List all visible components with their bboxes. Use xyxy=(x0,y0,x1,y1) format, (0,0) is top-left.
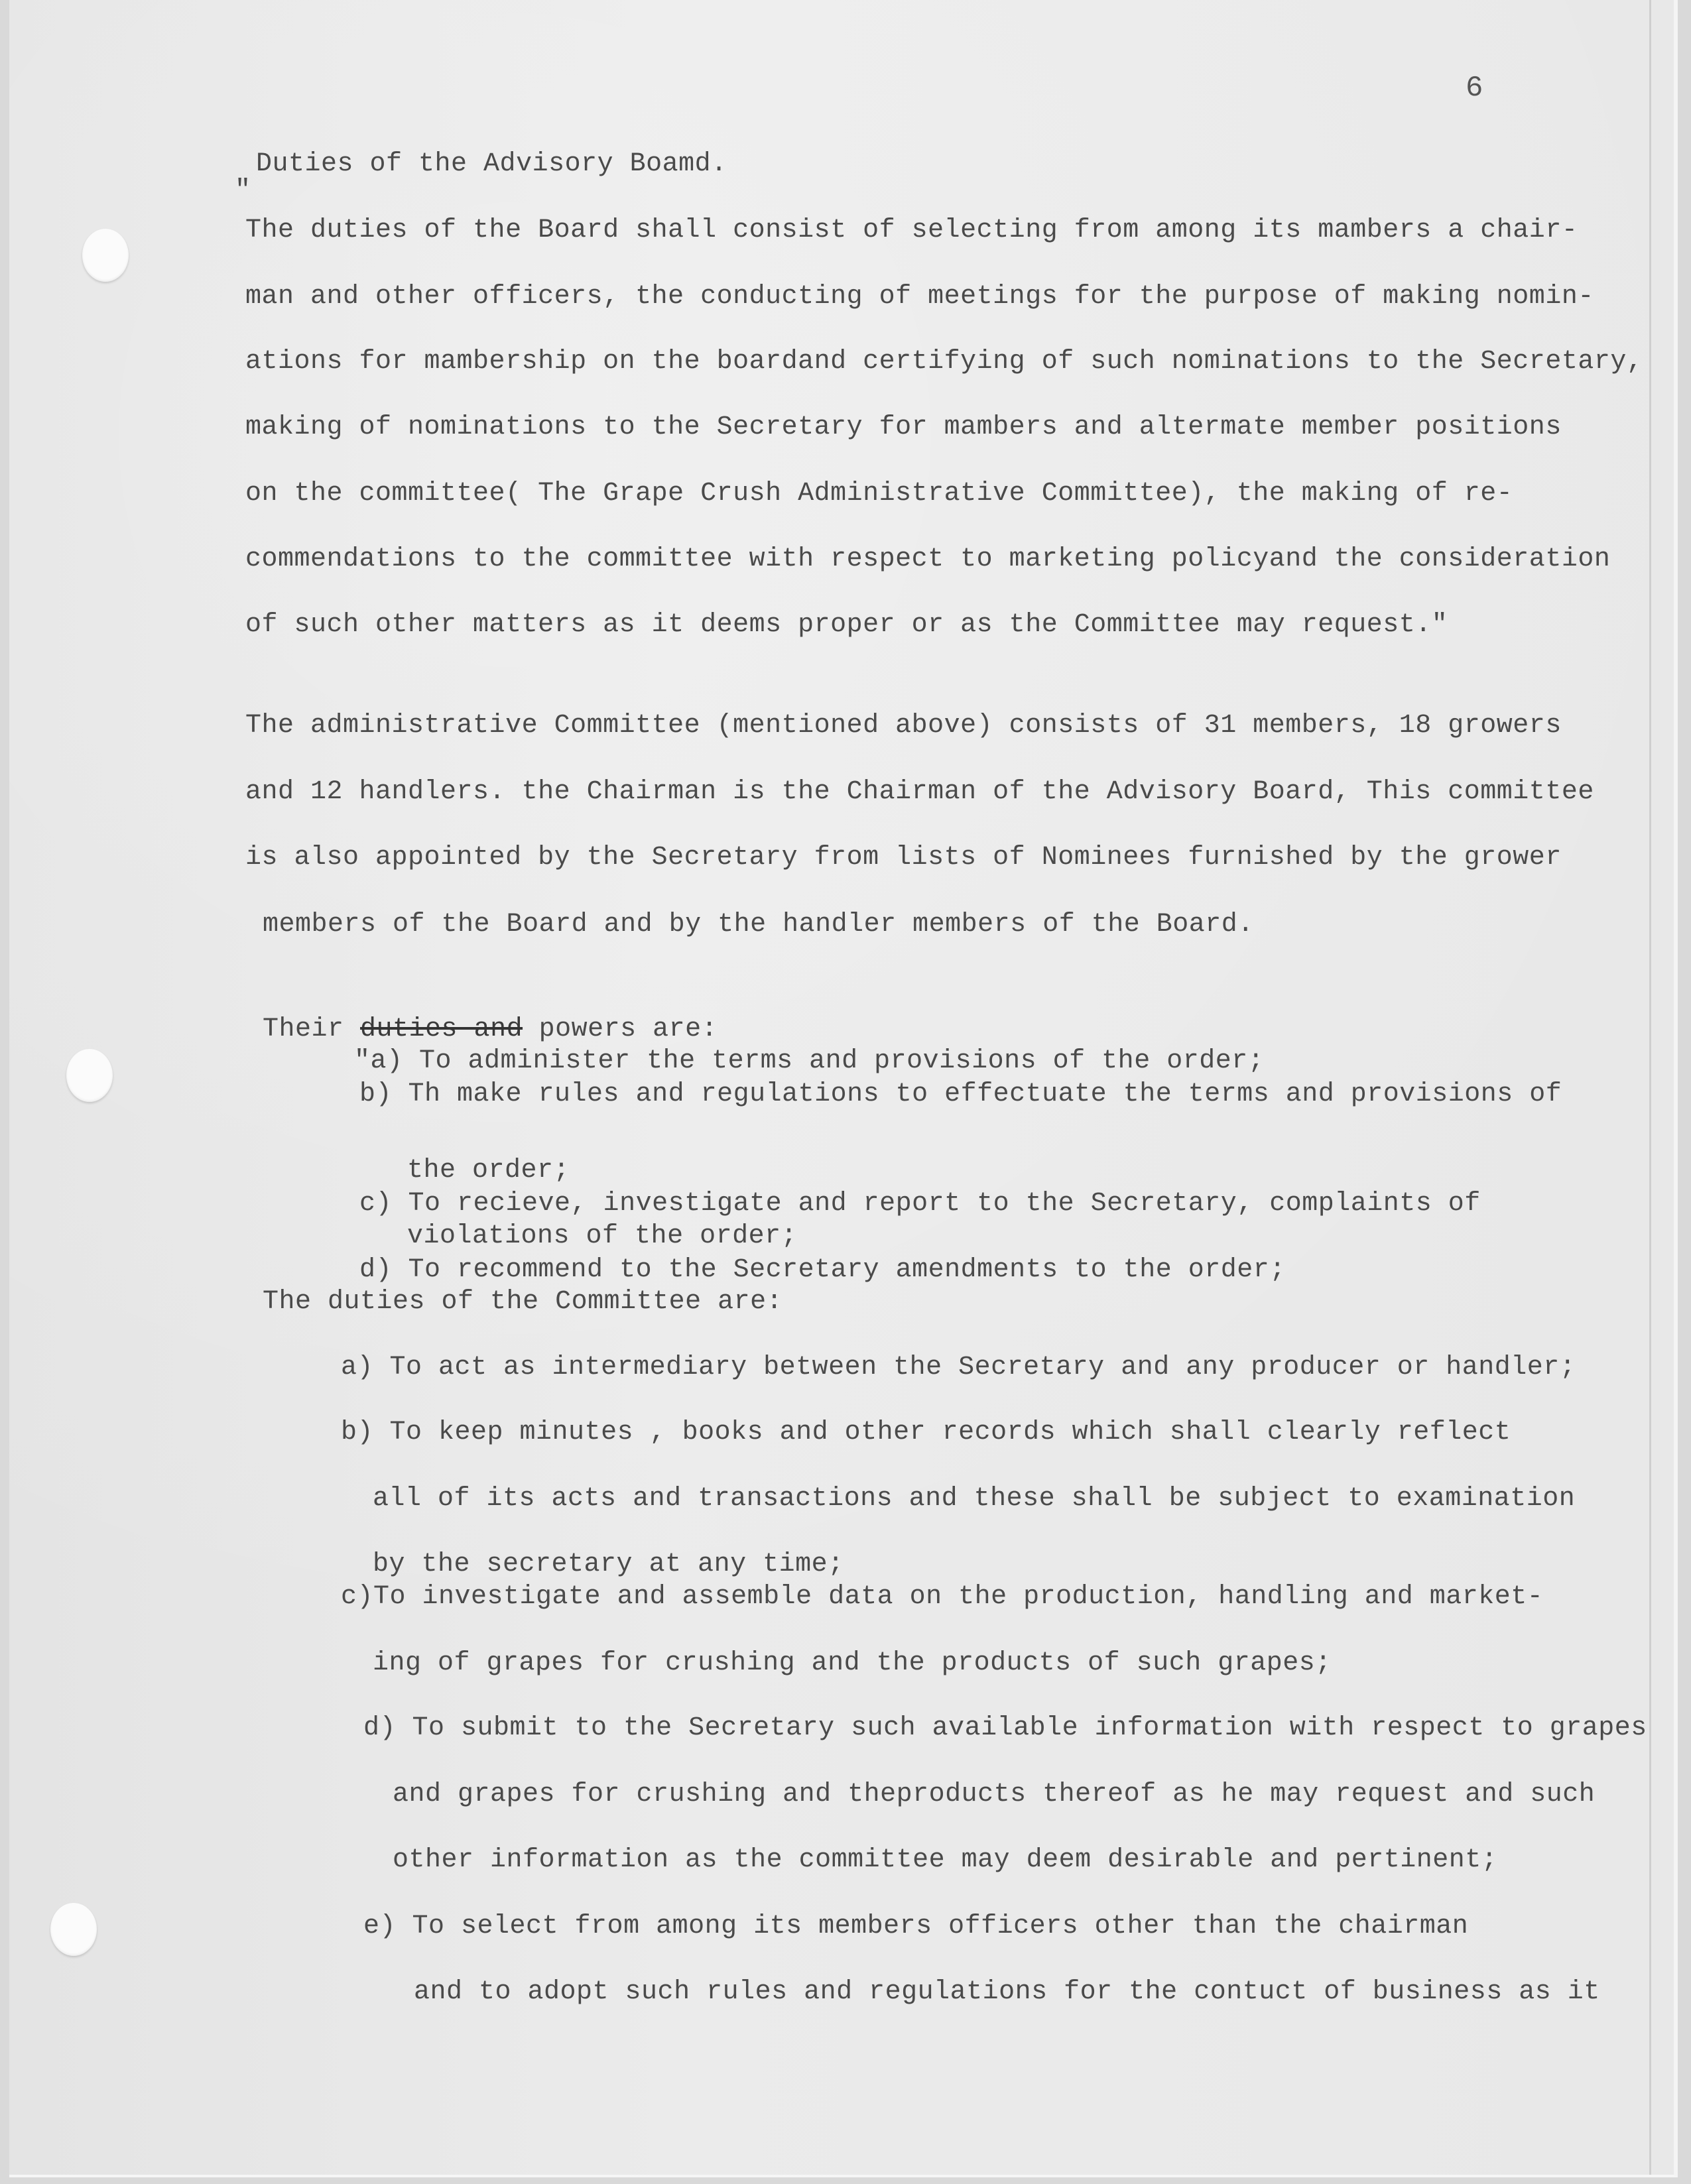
punch-hole-middle xyxy=(66,1049,113,1102)
powers-item-c: c) To recieve, investigate and report to the Secretary, complaints of xyxy=(359,1189,1481,1219)
paragraph-line: on the committee( The Grape Crush Administrative Committee), the making of re- xyxy=(245,479,1513,509)
powers-item-d: d) To recommend to the Secretary amendments to the order; xyxy=(359,1255,1286,1285)
committee-item-b-cont: all of its acts and transactions and these shall be subject to examination xyxy=(373,1484,1576,1514)
powers-item-b-cont: the order; xyxy=(407,1156,570,1185)
powers-intro xyxy=(263,1014,718,1044)
committee-item-a: a) To act as intermediary between the Secretary and any producer or handler; xyxy=(341,1353,1576,1382)
section-heading: Duties of the Advisory Boamd. xyxy=(256,149,727,179)
document-page xyxy=(9,0,1678,2177)
committee-item-b-cont: by the secretary at any time; xyxy=(373,1549,844,1579)
committee-item-b: b) To keep minutes , books and other records which shall clearly reflect xyxy=(341,1418,1511,1447)
punch-hole-bottom xyxy=(50,1903,97,1956)
opening-quote-mark: " xyxy=(235,176,251,206)
struck-out-text: duties and xyxy=(360,1014,523,1044)
powers-item-a: "a) To administer the terms and provisions of the order; xyxy=(354,1046,1265,1076)
page-edge-shadow xyxy=(1649,0,1651,2175)
powers-item-c-cont: violations of the order; xyxy=(407,1221,798,1251)
committee-item-e-cont: and to adopt such rules and regulations for the contuct of business as it xyxy=(414,1977,1600,2007)
punch-hole-top xyxy=(82,229,129,282)
paragraph-line: commendations to the committee with respect to marketing policyand the consideration xyxy=(245,544,1611,574)
paragraph-line: of such other matters as it deems proper or as the Committee may request." xyxy=(245,610,1448,640)
paragraph-line: is also appointed by the Secretary from lists of Nominees furnished by the grower xyxy=(245,843,1562,873)
powers-intro-suffix: powers are: xyxy=(523,1014,718,1044)
powers-item-b: b) Th make rules and regulations to effectuate the terms and provisions of xyxy=(359,1079,1562,1109)
powers-intro-prefix: Their xyxy=(263,1014,361,1044)
paragraph-line: and 12 handlers. the Chairman is the Chairman of the Advisory Board, This committee xyxy=(245,777,1594,807)
committee-item-d-cont: other information as the committee may deem desirable and pertinent; xyxy=(393,1845,1498,1875)
page-number: 6 xyxy=(1466,72,1483,105)
paragraph-line: ations for mambership on the boardand certifying of such nominations to the Secretary, xyxy=(245,347,1643,377)
committee-item-d-cont: and grapes for crushing and theproducts thereof as he may request and such xyxy=(393,1780,1596,1809)
committee-item-e: e) To select from among its members officers other than the chairman xyxy=(363,1911,1469,1941)
paragraph-line: members of the Board and by the handler members of the Board. xyxy=(263,910,1254,940)
committee-item-d: d) To submit to the Secretary such available information with respect to grapes xyxy=(363,1713,1647,1743)
paragraph-line: making of nominations to the Secretary for mambers and altermate member positions xyxy=(245,412,1562,442)
paragraph-line: The administrative Committee (mentioned above) consists of 31 members, 18 growers xyxy=(245,711,1562,741)
committee-duties-intro: The duties of the Committee are: xyxy=(263,1287,783,1317)
paragraph-line: The duties of the Board shall consist of selecting from among its mambers a chair- xyxy=(245,215,1578,245)
paragraph-line: man and other officers, the conducting of meetings for the purpose of making nomin- xyxy=(245,282,1594,312)
committee-item-c: c)To investigate and assemble data on the production, handling and market- xyxy=(341,1582,1544,1612)
committee-item-c-cont: ing of grapes for crushing and the products of such grapes; xyxy=(373,1648,1332,1678)
